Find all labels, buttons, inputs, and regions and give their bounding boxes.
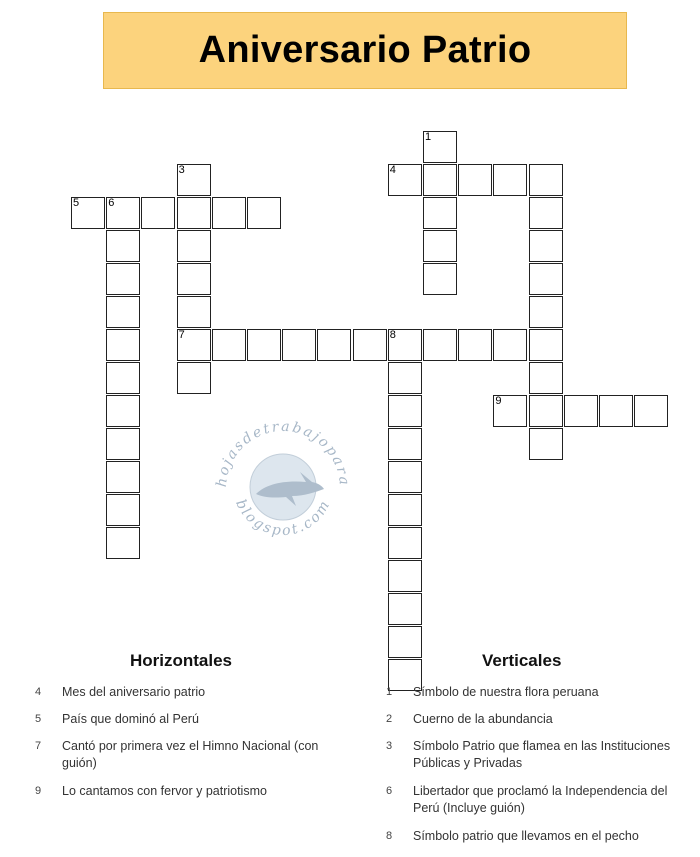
crossword-cell[interactable] <box>106 197 140 229</box>
crossword-cell[interactable] <box>388 428 422 460</box>
clue-number: 4 <box>389 164 396 176</box>
crossword-cell[interactable] <box>177 230 211 262</box>
crossword-cell[interactable] <box>423 263 457 295</box>
clue-item-text: Símbolo patrio que llevamos en el pecho <box>413 829 639 843</box>
crossword-cell[interactable] <box>388 494 422 526</box>
crossword-cell[interactable] <box>388 626 422 658</box>
crossword-cell[interactable] <box>106 461 140 493</box>
clue-item-text: Mes del aniversario patrio <box>62 685 206 699</box>
watermark-text-bottom: blogspot.com <box>232 496 334 540</box>
clue-item-text: Lo cantamos con fervor y patriotismo <box>62 784 267 798</box>
crossword-cell[interactable] <box>106 395 140 427</box>
crossword-cell[interactable] <box>106 494 140 526</box>
down-header: Verticales <box>482 651 562 670</box>
crossword-cell[interactable] <box>634 395 668 427</box>
crossword-cell[interactable] <box>177 296 211 328</box>
crossword-cell[interactable] <box>212 197 246 229</box>
crossword-cell[interactable] <box>141 197 175 229</box>
crossword-cell[interactable] <box>71 197 105 229</box>
crossword-cell[interactable] <box>388 560 422 592</box>
crossword-cell[interactable] <box>177 197 211 229</box>
clue-number: 7 <box>178 329 185 341</box>
crossword-cell[interactable] <box>423 230 457 262</box>
page-title: Aniversario Patrio <box>198 29 532 71</box>
clue-item-number: 7 <box>35 740 42 752</box>
watermark <box>208 410 358 560</box>
crossword-cell[interactable] <box>458 164 492 196</box>
crossword-cell[interactable] <box>388 395 422 427</box>
crossword-cell[interactable] <box>529 164 563 196</box>
crossword-cell[interactable] <box>529 197 563 229</box>
crossword-cell[interactable] <box>458 329 492 361</box>
crossword-cell[interactable] <box>529 329 563 361</box>
crossword-cell[interactable] <box>599 395 633 427</box>
watermark-text-top: hojasdetrabajopara <box>213 418 353 488</box>
clue-number: 5 <box>73 197 80 209</box>
clue-item-number: 3 <box>386 740 393 752</box>
crossword-cell[interactable] <box>177 362 211 394</box>
crossword-cell[interactable] <box>564 395 598 427</box>
crossword-cell[interactable] <box>493 395 527 427</box>
clue-item-text: Cuerno de la abundancia <box>413 712 553 726</box>
crossword-cell[interactable] <box>106 428 140 460</box>
across-header: Horizontales <box>130 651 233 670</box>
crossword-cell[interactable] <box>388 527 422 559</box>
crossword-cell[interactable] <box>529 395 563 427</box>
crossword-cell[interactable] <box>388 329 422 361</box>
crossword-cell[interactable] <box>529 296 563 328</box>
crossword-cell[interactable] <box>423 197 457 229</box>
crossword-cell[interactable] <box>388 593 422 625</box>
clue-item-text: Símbolo de nuestra flora peruana <box>413 685 599 699</box>
clue-item-number: 9 <box>35 785 42 797</box>
clue-item-text: País que dominó al Perú <box>62 712 199 726</box>
crossword-cell[interactable] <box>247 329 281 361</box>
clue-number: 9 <box>495 395 502 407</box>
crossword-cell[interactable] <box>247 197 281 229</box>
clue-item-number: 8 <box>386 830 393 842</box>
clue-item-number: 6 <box>386 785 393 797</box>
crossword-cell[interactable] <box>529 230 563 262</box>
crossword-cell[interactable] <box>529 263 563 295</box>
crossword-cell[interactable] <box>106 296 140 328</box>
crossword-cell[interactable] <box>493 164 527 196</box>
crossword-cell[interactable] <box>388 164 422 196</box>
clue-item-number: 4 <box>35 686 42 698</box>
clue-item-number: 2 <box>386 713 393 725</box>
crossword-cell[interactable] <box>177 164 211 196</box>
crossword-cell[interactable] <box>177 329 211 361</box>
crossword-cell[interactable] <box>317 329 351 361</box>
crossword-cell[interactable] <box>353 329 387 361</box>
crossword-cell[interactable] <box>493 329 527 361</box>
crossword-cell[interactable] <box>388 461 422 493</box>
clue-item-number: 1 <box>386 686 393 698</box>
crossword-cell[interactable] <box>529 428 563 460</box>
crossword-cell[interactable] <box>388 362 422 394</box>
crossword-cell[interactable] <box>106 263 140 295</box>
crossword-cell[interactable] <box>177 263 211 295</box>
clue-item-text: Cantó por primera vez el Himno Nacional (con guión) <box>62 739 319 770</box>
crossword-cell[interactable] <box>106 362 140 394</box>
clue-number: 8 <box>389 329 396 341</box>
crossword-cell[interactable] <box>423 329 457 361</box>
crossword-cell[interactable] <box>423 164 457 196</box>
crossword-cell[interactable] <box>106 329 140 361</box>
crossword-cell[interactable] <box>423 131 457 163</box>
crossword-cell[interactable] <box>282 329 316 361</box>
clue-item-text: Símbolo Patrio que flamea en las Instituciones Públicas y Privadas <box>413 739 671 770</box>
crossword-cell[interactable] <box>106 230 140 262</box>
clue-number: 3 <box>178 164 185 176</box>
clue-number: 6 <box>108 197 115 209</box>
crossword-cell[interactable] <box>106 527 140 559</box>
crossword-cell[interactable] <box>529 362 563 394</box>
clue-item-text: Libertador que proclamó la Independencia del Perú (Incluye guión) <box>413 784 668 815</box>
clue-number: 1 <box>425 131 432 143</box>
crossword-cell[interactable] <box>212 329 246 361</box>
clue-item-number: 5 <box>35 713 42 725</box>
